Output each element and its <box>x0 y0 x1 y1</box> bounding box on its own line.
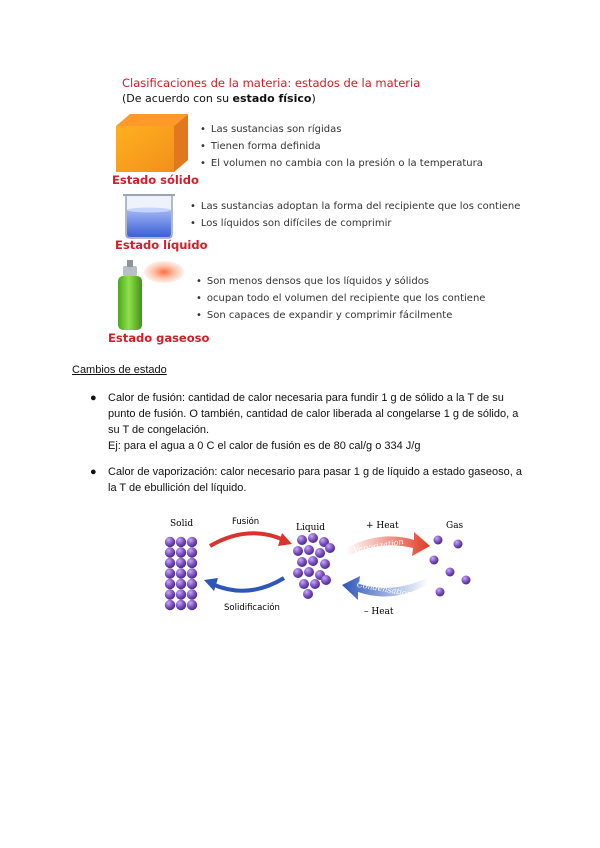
fusion-label: Fusión <box>232 517 260 527</box>
solid-bullet: • Tienen forma definida <box>200 138 483 155</box>
fusion-example-line: Ej: para el agua a 0 C el calor de fusión es de 80 cal/g o 334 J/g <box>108 440 421 452</box>
particle <box>297 535 307 545</box>
particle <box>176 537 186 547</box>
particle <box>297 557 307 567</box>
liquid-particles <box>293 533 335 599</box>
liquid-beaker-image <box>120 192 180 240</box>
particle <box>320 559 330 569</box>
gas-bullet: • ocupan todo el volumen del recipiente que los contiene <box>196 290 485 307</box>
solid-cube-image <box>110 112 192 174</box>
plus-heat-label: + Heat <box>366 521 399 531</box>
particle <box>187 600 197 610</box>
particle <box>434 536 443 545</box>
particle <box>325 543 335 553</box>
fusion-line: punto de fusión. O también, cantidad de calor liberada al congelarse 1 g de sólido, a <box>108 408 519 420</box>
solidification-arrow <box>212 578 284 591</box>
figure-subtitle-pre: (De acuerdo con su <box>122 92 233 105</box>
particle <box>187 579 197 589</box>
particle <box>176 600 186 610</box>
gas-bullet: • Son menos densos que los líquidos y sólidos <box>196 273 485 290</box>
particle <box>176 568 186 578</box>
liquid-label: Liquid <box>296 523 326 533</box>
figure-subtitle <box>122 92 316 105</box>
particle <box>187 558 197 568</box>
liquid-bullet: • Los líquidos son difíciles de comprimir <box>190 215 520 232</box>
bullet-dot: ● <box>90 392 97 404</box>
section-title: Cambios de estado <box>72 364 167 376</box>
particle <box>308 556 318 566</box>
solidification-label: Solidificación <box>224 603 280 613</box>
particle <box>303 589 313 599</box>
particle <box>176 547 186 557</box>
fusion-arrow <box>210 533 284 546</box>
particle <box>165 558 175 568</box>
solid-state-label: Estado sólido <box>112 173 199 187</box>
particle <box>321 575 331 585</box>
solid-particles <box>165 537 197 610</box>
particle <box>315 548 325 558</box>
solidification-arrowhead <box>204 578 218 591</box>
particle <box>165 589 175 599</box>
gas-particles <box>430 536 471 597</box>
particle <box>165 537 175 547</box>
vaporization-line: Calor de vaporización: calor necesario para pasar 1 g de líquido a estado gaseoso, a <box>108 466 522 478</box>
particle <box>176 589 186 599</box>
condensation-label: Condensation <box>356 579 413 599</box>
particle <box>165 547 175 557</box>
particle <box>187 589 197 599</box>
figure-subtitle-post: ) <box>311 92 316 105</box>
particle <box>446 568 455 577</box>
particle <box>310 579 320 589</box>
figure-subtitle-bold: estado físico <box>232 92 312 105</box>
gas-bullet-list <box>196 273 485 324</box>
solid-label: Solid <box>170 519 194 529</box>
vaporization-line: la T de ebullición del líquido. <box>108 482 247 494</box>
particle <box>165 568 175 578</box>
solid-bullet: • El volumen no cambia con la presión o la temperatura <box>200 155 483 172</box>
particle <box>454 540 463 549</box>
particle <box>308 533 318 543</box>
particle <box>176 579 186 589</box>
minus-heat-label: – Heat <box>364 607 394 617</box>
gas-bullet: • Son capaces de expandir y comprimir fácilmente <box>196 307 485 324</box>
particle <box>430 556 439 565</box>
particle <box>436 588 445 597</box>
fusion-bullet-item <box>90 390 540 454</box>
particle <box>304 545 314 555</box>
gas-spray-can-image <box>108 256 188 332</box>
liquid-state-label: Estado líquido <box>115 238 208 252</box>
particle <box>176 558 186 568</box>
particle <box>165 600 175 610</box>
solid-bullet: • Las sustancias son rígidas <box>200 121 483 138</box>
solid-bullet-list <box>200 121 483 172</box>
particle <box>165 579 175 589</box>
particle <box>187 537 197 547</box>
bullet-dot: ● <box>90 466 97 478</box>
fusion-arrowhead <box>278 533 292 546</box>
fusion-line: Calor de fusión: cantidad de calor necesaria para fundir 1 g de sólido a la T de su <box>108 392 504 404</box>
liquid-bullet-list <box>190 198 520 232</box>
fusion-line: su T de congelación. <box>108 424 210 436</box>
particle <box>187 568 197 578</box>
figure-title: Clasificaciones de la materia: estados de la materia <box>122 76 421 90</box>
particle <box>293 546 303 556</box>
particle <box>462 576 471 585</box>
phase-change-diagram <box>150 508 480 623</box>
particle <box>293 568 303 578</box>
vaporization-label: Vaporization <box>352 536 405 555</box>
vaporization-bullet-item <box>90 464 540 496</box>
gas-label: Gas <box>446 521 464 531</box>
particle <box>304 567 314 577</box>
particle <box>187 547 197 557</box>
gas-state-label: Estado gaseoso <box>108 331 210 345</box>
liquid-bullet: • Las sustancias adoptan la forma del recipiente que los contiene <box>190 198 520 215</box>
particle <box>299 579 309 589</box>
